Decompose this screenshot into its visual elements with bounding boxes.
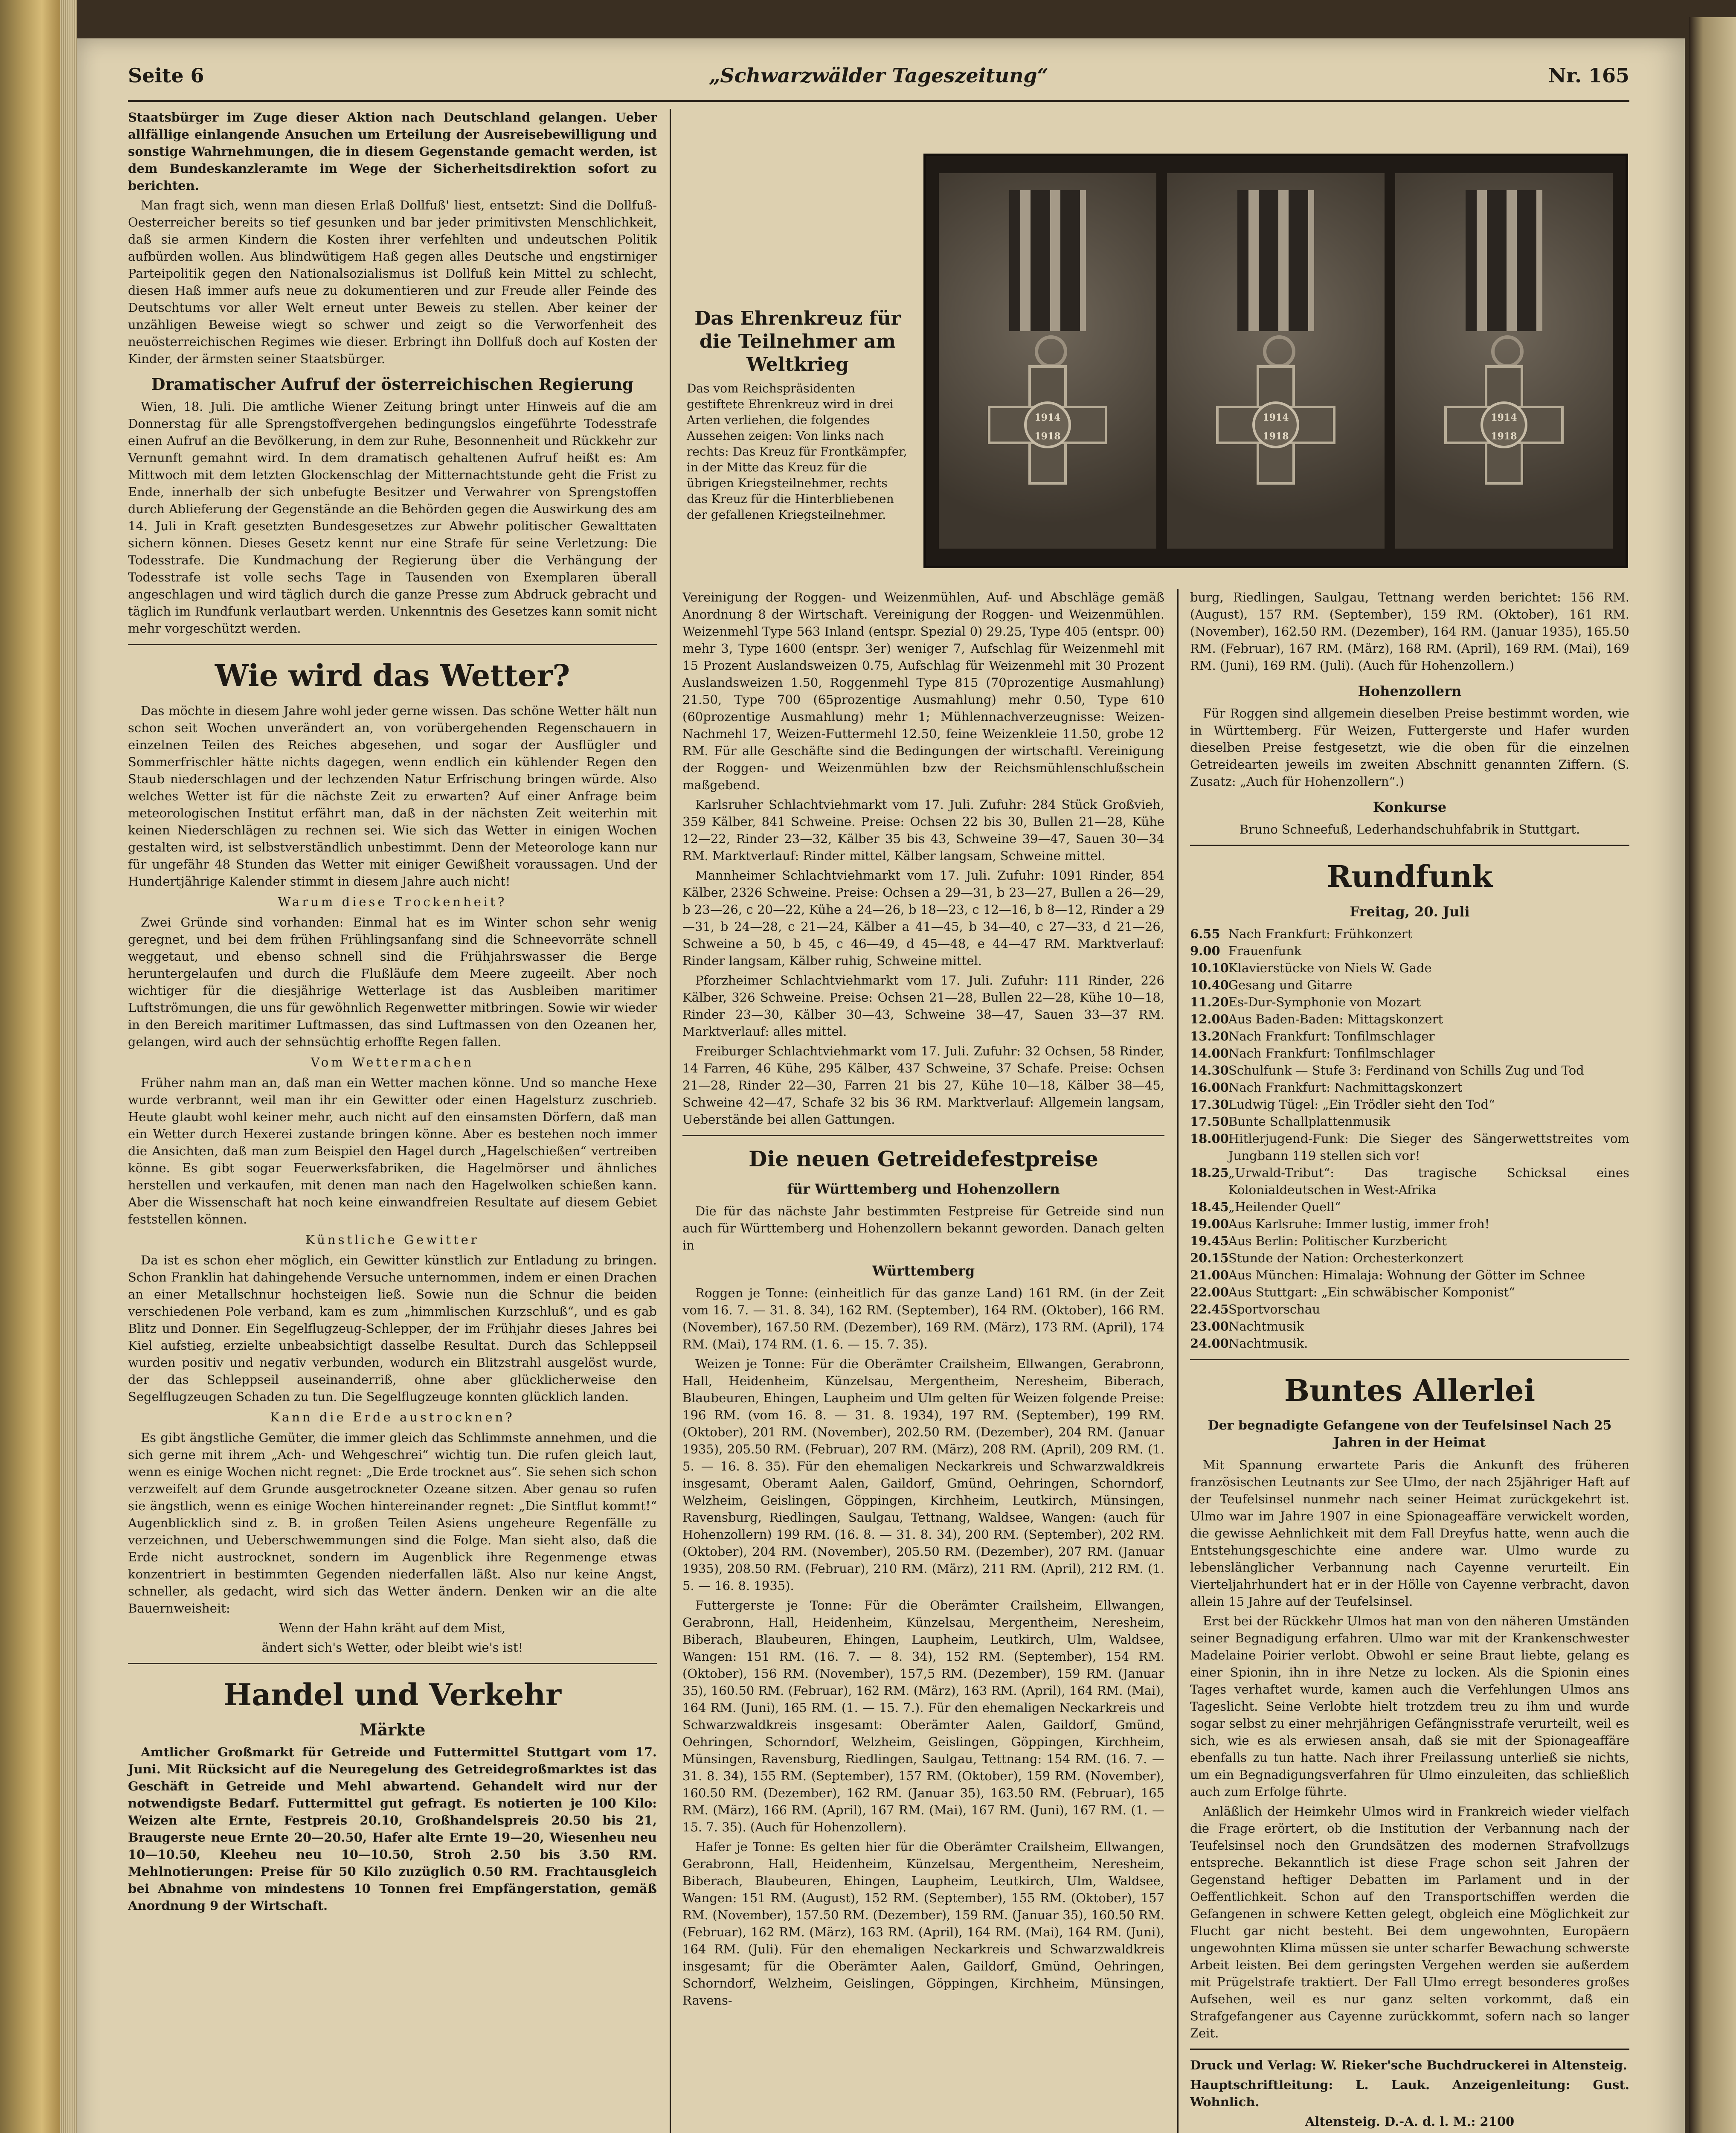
verse-line: ändert sich's Wetter, oder bleibt wie's ist! [261,1640,523,1655]
cross-icon [1444,365,1564,485]
photo-caption [687,307,909,523]
program-time: 18.00 [1190,1131,1229,1146]
program-title: Nach Frankfurt: Frühkonzert [1228,927,1413,941]
program-time: 20.15 [1190,1251,1229,1265]
program-row [1190,1335,1629,1352]
getreide-subhead: für Württemberg und Hohenzollern [787,1181,1060,1197]
section-rule [1190,845,1629,846]
section-rule [128,644,657,645]
gewitter-text: Da ist es schon eher möglich, ein Gewitter künstlich zur Entladung zu bringen. Schon Franklin hat dahingehende Versuche unternommen, indem er einen Drachen an einer Metallschnur hochsteigen ließ. Sowie nun die Schnur die beiden verschiedenen Pole verband, kam es zum „himmlischen Kurzschluß“, und es gab Blitz und Donner. Ein Segelflugzeug-Schlepper, der im Frühjahr dieses Jahres bei Kiel aufstieg, erzielte unbeabsichtigt dasselbe Resultat. Durch das Schleppseil wurden positiv und negativ verbunden, wodurch ein Blitzstrahl ausgelöst wurde, der das Schleppseil auseinanderriß, ohne aber glücklicherweise den Segelflugzeugen Schaden zu tun. Die Segelflugzeuge konnten glücklich landen. [128,1253,657,1404]
ring-icon [1035,335,1067,368]
market-text: Vereinigung der Roggen- und Weizenmühlen, Auf- und Abschläge gemäß Anordnung 8 der Wirtschaft. Vereinigung der Roggen- und Weizenmühlen. Weizenmehl Type 563 Inland (entspr. Spezial 0) 29.25, Type 405 (entspr. 00) mehr 3, Type 1600 (entspr. 3er) weniger 7, Aufschlag für Weizenmehl mit 15 Prozent Auslandsweizen 0.75, Aufschlag für Weizenmehl mit 30 Prozent Auslandsweizen 1.50, Roggenmehl Type 815 (70prozentige Ausmahlung) 21.50, Type 700 (65prozentige Ausmahlung) mehr 0.50, Type 610 (60prozentige Ausmahlung) mehr 1; Mühlennachverzeugnisse: Weizen-Nachmehl 17, Weizen-Futtermehl 12.50, feine Weizenkleie 11.50, grobe 12 RM. Für alle Geschäfte sind die Bedingungen der wirtschaftl. Vereinigung der Roggen- und Weizenmühlen bzw der Reichsmühlenschlußschein maßgebend. [682,590,1164,792]
program-time: 11.20 [1190,995,1229,1009]
program-title: „Heilender Quell“ [1228,1200,1341,1214]
program-time: 18.45 [1190,1200,1229,1214]
photo-caption-text: Das vom Reichspräsidenten gestiftete Ehrenkreuz wird in drei Arten verliehen, die folgendes Aussehen zeigen: Von links nach rechts: Das Kreuz für Frontkämpfer, in der Mitte das Kreuz für die übrigen Kriegsteilnehmer, rechts das Kreuz für die Hinterbliebenen der gefallenen Kriegsteilnehmer. [687,381,907,522]
program-title: Nach Frankfurt: Tonfilmschlager [1228,1046,1435,1061]
program-row [1190,959,1629,976]
program-title: Gesang und Gitarre [1228,978,1353,992]
aufruf-headline: Dramatischer Aufruf der österreichischen Regierung [151,375,634,394]
hohenzollern-subhead: Hohenzollern [1358,683,1462,699]
program-time: 13.20 [1190,1029,1229,1043]
ribbon-icon [1009,190,1086,331]
intro-paragraph: Man fragt sich, wenn man diesen Erlaß Dollfuß' liest, entsetzt: Sind die Dollfuß-Oesterreicher bereits so tief gesunken und bar jeder primitivsten Menschlichkeit, daß sie armen Kindern die Kosten ihrer verfehlten und undeutschen Politik aufbürden wollen. Aus blindwütigem Haß gegen alles Deutsche und engstirniger Parteipolitik gegen den Nationalsozialismus ist Dollfuß kein Mittel zu schlecht, diesen Haß immer aufs neue zu dokumentieren und zur Freude aller Feinde des Deutschtums vor aller Welt erneut unter Beweis zu stellen. Aber keiner der unzähligen Beweise wiegt so schwer und zeigt so die Verworfenheit des neuösterreichischen Regimes wie dieser. Erbringt ihn Dollfuß doch auf Kosten der Kinder, der ärmsten seiner Staatsbürger. [128,198,657,366]
getreide-intro: Die für das nächste Jahr bestimmten Festpreise für Getreide sind nun auch für Württemberg und Hohenzollern bekannt geworden. Danach gelten in [682,1204,1164,1252]
paper-name: „Schwarzwälder Tageszeitung“ [708,64,1049,87]
buntes-headline: Buntes Allerlei [1284,1373,1536,1408]
buntes-text: Anläßlich der Heimkehr Ulmos wird in Frankreich wieder vielfach die Frage erörtert, ob die Institution der Verbannung nach der Teufelsinsel noch den Grundsätzen des modernen Strafvollzugs entspreche. Bekanntlich ist diese Frage schon seit Jahren der Gegenstand heftiger Debatten im Parlament und in der Oeffentlichkeit. Schon auf den Transportschiffen werden die Gefangenen in schwere Ketten gelegt, obgleich eine Möglichkeit zur Flucht gar nicht besteht. Bei dem ungewohnten, Europäern ungewohnten Klima müssen sie unter scharfer Bewachung schwerste Arbeit leisten. Bei dem geringsten Vergehen werden sie außerdem mit Prügelstrafe traktiert. Der Fall Ulmo erregt besonderes großes Aufsehen, weil es nur ganz selten vorkommt, daß ein Strafgefangener aus Cayenne zurückkommt, sofern nach so langer Zeit. [1190,1804,1629,2040]
program-row [1190,1011,1629,1028]
program-time: 9.00 [1190,944,1220,958]
karlsruhe-market: Karlsruher Schlachtviehmarkt vom 17. Juli. Zufuhr: 284 Stück Großvieh, 359 Kälber, 841 Schweine. Preise: Ochsen 22 bis 30, Bullen 21—28, Kühe 12—22, Rinder 23—32, Kälber 35 bis 43, Schweine 39—47, Sauen 30—34 RM. Marktverlauf: Rinder mittel, Kälber langsam, Schweine mittel. [682,797,1164,863]
wuerttemberg-subhead: Württemberg [872,1263,975,1279]
cross-icon [988,365,1107,485]
program-time: 6.55 [1190,927,1220,941]
medal-inscription: 1914 1918 [1252,401,1299,448]
program-time: 10.40 [1190,978,1229,992]
maerkte-text: Amtlicher Großmarkt für Getreide und Futtermittel Stuttgart vom 17. Juni. Mit Rücksicht auf die Neuregelung des Getreidegroßmarktes ist das Geschäft in Getreide und Mehl abwartend. Gehandelt wird nur der notwendigste Bedarf. Futtermittel gut gefragt. Es notierten je 100 Kilo: Weizen alte Ernte, Festpreis 20.10, Großhandelspreis 20.50 bis 21, Braugerste neue Ernte 20—20.50, Hafer alte Ernte 19—20, Wiesenheu neu 10—10.50, Kleeheu neu 10—10.50, Stroh 2.50 bis 3.50 RM. Mehlnotierungen: Preise für 50 Kilo zuzüglich 0.50 RM. Frachtausgleich bei Abnahme von mindestens 10 Tonnen frei Empfängerstation, gemäß Anordnung 9 der Wirtschaft. [128,1745,657,1913]
intro-paragraph: Staatsbürger im Zuge dieser Aktion nach Deutschland gelangen. Ueber allfällige einlangende Ansuchen um Erteilung der Ausreisebewilligung und sonstige Wahrnehmungen, die in diesem Gegenstande gemacht werden, ist dem Bundeskanzleramte im Wege der Sicherheitsdirektion sofort zu berichten. [128,110,657,193]
program-title: Ludwig Tügel: „Ein Trödler sieht den Tod“ [1228,1097,1495,1112]
erde-subhead: Kann die Erde austrocknen? [270,1410,515,1424]
program-title: Aus Baden-Baden: Mittagskonzert [1228,1012,1443,1026]
erde-text: Es gibt ängstliche Gemüter, die immer gleich das Schlimmste annehmen, und die sich gerne mit ihrem „Ach- und Wehgeschrei“ wichtig tun. Die rufen gleich laut, wenn es einige Wochen nicht regnet: „Die Erde trocknet aus“. Sie sehen sich schon verzweifelt auf dem Grunde ausgetrockneter Ozeane sitzen. Aber genau so rufen sie ängstlich, wenn es einige Wochen hintereinander regnet: „Die Sintflut kommt!“ Augenblicklich sind z. B. in großen Teilen Asiens ungeheure Regenfälle zu verzeichnen, und Ueberschwemmungen sind die Folge. Man sieht also, daß die Erde nicht austrocknet, sondern im Augenblick ihre Regenmenge etwas konzentriert in bestimmten Gegenden niederfallen läßt. Also nur keine Angst, schneller, als gedacht, wird sich das Wetter ändern. Denken wir an die alte Bauernweisheit: [128,1430,657,1616]
program-row [1190,1318,1629,1335]
getreide-headline: Die neuen Getreidefestpreise [749,1146,1098,1171]
section-rule [1190,1359,1629,1360]
program-title: Aus Stuttgart: „Ein schwäbischer Komponist“ [1228,1285,1515,1299]
rundfunk-date: Freitag, 20. Juli [1350,904,1470,920]
hohenzollern-text: Für Roggen sind allgemein dieselben Preise bestimmt worden, wie in Württemberg. Für Weizen, Futtergerste und Hafer wurden dieselben Preise festgesetzt, wie die oben für die einzelnen Getreidearten jeweils im zweiten Abschnitt genannten Ziffern. (S. Zusatz: „Auch für Hohenzollern“.) [1190,706,1629,789]
weizen-prices: Weizen je Tonne: Für die Oberämter Crailsheim, Ellwangen, Gerabronn, Hall, Heidenheim, Künzelsau, Mergentheim, Neresheim, Biberach, Blaubeuren, Ehingen, Laupheim und Ulm gelten für Weizen folgende Preise: 196 RM. (vom 16. 8. — 31. 8. 1934), 197 RM. (September), 199 RM. (Oktober), 201 RM. (November), 202.50 RM. (Dezember), 204 RM. (Januar 1935), 205.50 RM. (Februar), 207 RM. (März), 208 RM. (April), 209 RM. (1. 5. — 16. 8. 35). Für den ehemaligen Neckarkreis und Schwarzwaldkreis insgesamt, Oberamt Aalen, Gaildorf, Gmünd, Oehringen, Schorndorf, Welzheim, Geislingen, Göppingen, Kirchheim, Leutkirch, Münsingen, Ravensburg, Riedlingen, Saulgau, Tettnang, Waldsee, Wangen: (auch für Hohenzollern) 199 RM. (16. 8. — 31. 8. 34), 200 RM. (September), 202 RM. (Oktober), 204 RM. (November), 205.50 RM. (Dezember), 207 RM. (Januar 1935), 208.50 RM. (Februar), 210 RM. (März), 211 RM. (April), 212 RM. (1. 5. — 16. 8. 1935). [682,1357,1164,1593]
buntes-text: Erst bei der Rückkehr Ulmos hat man von den näheren Umständen seiner Begnadigung erfahren. Ulmo war mit der Krankenschwester Madelaine Poirier verlobt. Obwohl er seine Braut liebte, gelang es einer Spionin, ihn in ihre Netze zu locken. Als die Spionin eines Tages verhaftet wurde, kamen auch die Verfehlungen Ulmos ans Tageslicht. Seine Verlobte hielt trotzdem treu zu ihm und wurde sogar selbst zu einer mehrjährigen Gefängnisstrafe verurteilt, weil es sich, wie es als erwiesen ansah, daß sie mit der Spionageaffäre ebenfalls zu tun hatte. Nach ihrer Freilassung unterließ sie nichts, um ein Begnadigungsverfahren für Ulmo einzuleiten, das schließlich auch zum Erfolge führte. [1190,1614,1629,1799]
program-row [1190,1232,1629,1250]
photo-caption-title: Das Ehrenkreuz für die Teilnehmer am Weltkrieg [694,308,901,375]
program-title: Nach Frankfurt: Nachmittagskonzert [1228,1080,1463,1095]
verse-line: Wenn der Hahn kräht auf dem Mist, [279,1621,506,1635]
imprint-line: Altensteig. D.-A. d. l. M.: 2100 [1305,2114,1515,2129]
program-row [1190,1028,1629,1045]
program-time: 19.00 [1190,1217,1229,1231]
program-row [1190,1164,1629,1198]
roggen-prices: Roggen je Tonne: (einheitlich für das ganze Land) 161 RM. (in der Zeit vom 16. 7. — 31. 8. 34), 162 RM. (September), 164 RM. (Oktober), 166 RM. (November), 167.50 RM. (Dezember), 169 RM. (März), 173 RM. (April), 174 RM. (Mai), 174 RM. (1. 6. — 15. 7. 35). [682,1286,1164,1351]
cross-icon [1216,365,1335,485]
program-title: Hitlerjugend-Funk: Die Sieger des Sängerwettstreites vom Jungbann 119 stellen sich vor! [1228,1131,1629,1163]
wetter-text: Das möchte in diesem Jahre wohl jeder gerne wissen. Das schöne Wetter hält nun schon seit Wochen unverändert an, von vorübergehenden Regenschauern in einzelnen Teilen des Reiches abgesehen, und sogar der Ausflügler und Sommerfrischler hätte nichts dagegen, wenn endlich ein kühlender Regen den Staub niederschlagen und der lechzenden Natur Erfrischung bringen würde. Also welches Wetter ist für die nächste Zeit zu erwarten? Auf einer Anfrage beim meteorologischen Institut erfährt man, daß in der nächsten Zeit weiterhin mit keinen Niederschlägen zu rechnen sei. Wie sich das Wetter in einigen Wochen gestalten wird, ist selbstverständlich unbestimmt. Denn der Meteorologe kann nur für ungefähr 48 Stunden das Wetter mit einiger Gewißheit voraussagen. Und der Hundertjährige Kalender stimmt in diesem Jahre auch nicht! [128,703,657,889]
imprint-line: Hauptschriftleitung: L. Lauk. Anzeigenleitung: Gust. Wohnlich. [1190,2078,1629,2109]
maerkte-subhead: Märkte [359,1720,426,1739]
wettermachen-subhead: Vom Wettermachen [311,1055,474,1069]
ribbon-icon [1237,190,1314,331]
program-title: Frauenfunk [1228,944,1302,958]
program-time: 17.30 [1190,1097,1229,1112]
freiburg-market: Freiburger Schlachtviehmarkt vom 17. Juli. Zufuhr: 32 Ochsen, 58 Rinder, 14 Farren, 46 Kühe, 295 Kälber, 437 Schweine, 37 Schafe. Preise: Ochsen 21—28, Rinder 22—30, Farren 21 bis 27, Kühe 10—18, Kälber 38—45, Schweine 42—47, Schafe 32 bis 36 RM. Marktverlauf: Allgemein langsam, Ueberstände bei allen Gattungen. [682,1044,1164,1127]
program-time: 14.30 [1190,1063,1229,1078]
pforzheim-market: Pforzheimer Schlachtviehmarkt vom 17. Juli. Zufuhr: 111 Rinder, 226 Kälber, 326 Schweine. Preise: Ochsen 21—28, Bullen 22—28, Kühe 10—18, Rinder 23—30, Kälber 30—43, Schweine 38—47, Sauen 33—37 RM. Marktverlauf: alles mittel. [682,973,1164,1039]
program-time: 21.00 [1190,1268,1229,1282]
program-row [1190,942,1629,959]
program-row [1190,1284,1629,1301]
program-time: 23.00 [1190,1319,1229,1334]
program-time: 22.00 [1190,1285,1229,1299]
buntes-text: Mit Spannung erwartete Paris die Ankunft des früheren französischen Leutnants zur See Ulmo, der nach 25jähriger Haft auf der Teufelsinsel nunmehr nach seiner Heimat zurückgekehrt ist. Ulmo war im Jahre 1907 in eine Spionageaffäre verwickelt worden, die gewisse Aehnlichkeit mit dem Fall Dreyfus hatte, wenn auch die Entstehungsgeschichte eine andere war. Ulmo wurde zu lebenslänglicher Verbannung nach Cayenne verurteilt. Ein Vierteljahrhundert hat er in der Hölle von Cayenne verbracht, davon allein 15 Jahre auf der Teufelsinsel. [1190,1458,1629,1609]
program-row [1190,1045,1629,1062]
medal-inscription: 1914 1918 [1024,401,1071,448]
aufruf-text: Wien, 18. Juli. Die amtliche Wiener Zeitung bringt unter Hinweis auf die am Donnerstag für alle Sprengstoffvergehen bedingungslos eingeführte Todesstrafe einen Aufruf an die Bevölkerung, in dem zur Ruhe, Besonnenheit und Rückkehr zur Vernunft gemahnt wird. In dem dramatisch gehaltenen Aufruf heißt es: Am Mittwoch mit dem letzten Glockenschlag der Mitternachtstunde geht die Frist zu Ende, innerhalb der sich unbefugte Besitzer und Verwahrer von Sprengstoffen durch Ablieferung der Gegenstände an die Behörden gegen die Auswirkung des am 14. Juli in Kraft gesetzten Bundesgesetzes zur Abwehr politischer Gewalttaten sichern können. Dieses Gesetz kennt nur eine Strafe für seine Verletzung: Die Todesstrafe. Die Kundmachung der Regierung über die Verhängung der Todesstrafe ist volle sechs Tage in Tausenden von Exemplaren überall angeschlagen und wird täglich durch die ganze Presse zum Abdruck gebracht und täglich im Rundfunk verlautbart werden. Unkenntnis des Gesetzes kann somit nicht mehr vorgeschützt werden. [128,399,657,636]
ribbon-icon [1466,190,1542,331]
trockenheit-subhead: Warum diese Trockenheit? [278,895,507,909]
wettermachen-text: Früher nahm man an, daß man ein Wetter machen könne. Und so manche Hexe wurde verbrannt, weil man ihr ein Gewitter oder einen Hagelsturz zuschrieb. Heute glaubt wohl keiner mehr, auch nicht auf den einsamsten Dörfern, daß man ein Wetter durch Hexerei zustande bringen könne. Aber es bestehen noch immer die Ansichten, daß man zum Beispiel den Hagel durch „Hagelschießen“ vertreiben könne. Es gibt sogar Feuerwerksfabriken, die Hagelmörser und ähnliches herstellen und verkaufen, mit denen man nach den Hagelwolken schießen kann. Aber die Wissenschaft hat noch keine einwandfreien Resultate auf diesem Gebiet feststellen können. [128,1075,657,1226]
program-title: Aus Karlsruhe: Immer lustig, immer froh! [1228,1217,1490,1231]
program-time: 16.00 [1190,1080,1229,1095]
masthead [128,64,1629,111]
program-title: Es-Dur-Symphonie von Mozart [1228,995,1421,1009]
handel-headline: Handel und Verkehr [223,1677,562,1712]
ring-icon [1491,335,1524,368]
program-time: 17.50 [1190,1114,1229,1129]
program-title: Bunte Schallplattenmusik [1228,1114,1391,1129]
page-edges [60,0,77,2133]
futtergerste-prices: Futtergerste je Tonne: Für die Oberämter Crailsheim, Ellwangen, Gerabronn, Hall, Heidenheim, Künzelsau, Mergentheim, Neresheim, Biberach, Blaubeuren, Ehingen, Laupheim, Leutkirch, Ulm, Waldsee, Wangen: 151 RM. (16. 7. — 8. 34), 152 RM. (September), 154 RM. (Oktober), 156 RM. (November), 157,5 RM. (Dezember), 159 RM. (Januar 35), 160.50 RM. (Februar), 162 RM. (März), 163 RM. (April), 164 RM. (Mai), 164 RM. (Juni), 165 RM. (1. — 15. 7.). Für den ehemaligen Neckarkreis und Schwarzwaldkreis insgesamt: Oberämter Aalen, Gaildorf, Gmünd, Oehringen, Schorndorf, Welzheim, Geislingen, Göppingen, Kirchheim, Münsingen, Ravensburg, Riedlingen, Saulgau, Tettnang: 154 RM. (16. 7. — 31. 8. 34), 155 RM. (September), 157 RM. (Oktober), 159 RM. (November), 160.50 RM. (Dezember), 162 RM. (Januar 35), 163.50 RM. (Februar), 165 RM. (März), 166 RM. (April), 167 RM. (Mai), 167 RM. (Juni), 167 RM. (1. — 15. 7. 35). (Auch für Hohenzollern). [682,1598,1164,1834]
column-1 [128,109,657,2133]
program-time: 18.25 [1190,1165,1229,1180]
program-title: Stunde der Nation: Orchesterkonzert [1228,1251,1463,1265]
program-title: Sportvorschau [1228,1302,1320,1316]
section-rule [1190,2049,1629,2050]
program-title: Klavierstücke von Niels W. Gade [1228,961,1432,975]
program-time: 19.45 [1190,1234,1229,1248]
program-title: Schulfunk — Stufe 3: Ferdinand von Schills Zug und Tod [1228,1063,1584,1078]
hafer-continued: burg, Riedlingen, Saulgau, Tettnang werden berichtet: 156 RM. (August), 157 RM. (September), 159 RM. (Oktober), 161 RM. (November), 162.50 RM. (Dezember), 164 RM. (Januar 1935), 165.50 RM. (Februar), 167 RM. (März), 168 RM. (April), 169 RM. (Mai), 169 RM. (Juni), 169 RM. (Juli). (Auch für Hohenzollern.) [1190,590,1629,673]
program-time: 12.00 [1190,1012,1229,1026]
program-time: 22.45 [1190,1302,1229,1316]
section-rule [128,1663,657,1664]
program-row [1190,1250,1629,1267]
masthead-rule [128,100,1629,102]
wetter-headline: Wie wird das Wetter? [215,658,570,693]
program-row [1190,1267,1629,1284]
trockenheit-text: Zwei Gründe sind vorhanden: Einmal hat es im Winter schon sehr wenig geregnet, und bei dem frühen Frühlingsanfang sind die Schneevorräte schnell weggetaut, und ebenso schnell sind die Frühjahrswasser die Berge heruntergelaufen und durch die Flußläufe dem Meere zugeeilt. Aber noch wichtiger für die diesjährige Wetterlage ist das Ausbleiben maritimer Luftströmungen, die uns für gewöhnlich Regenwetter mitbringen. Sowie wir wieder in den Bereich maritimer Luftmassen, das sind Luftmassen von den Ozeanen her, gelangen, wird auch der sehnsüchtig erhoffte Regen fallen. [128,915,657,1049]
program-row [1190,1079,1629,1096]
rundfunk-headline: Rundfunk [1327,859,1493,894]
program-title: „Urwald-Tribut“: Das tragische Schicksal eines Kolonialdeutschen in West-Afrika [1228,1165,1629,1197]
hafer-prices: Hafer je Tonne: Es gelten hier für die Oberämter Crailsheim, Ellwangen, Gerabronn, Hall, Heidenheim, Künzelsau, Mergentheim, Neresheim, Biberach, Blaubeuren, Ehingen, Laupheim, Leutkirch, Ulm, Waldsee, Wangen: 151 RM. (August), 152 RM. (September), 155 RM. (Oktober), 157 RM. (November), 157.50 RM. (Dezember), 159 RM. (Januar 35), 160.50 RM. (Februar), 162 RM. (März), 163 RM. (April), 164 RM. (Mai), 164 RM. (Juni), 164 RM. (Juli). Für den ehemaligen Neckarkreis und Schwarzwaldkreis insgesamt; für die Oberämter Aalen, Gaildorf, Gmünd, Oehringen, Schorndorf, Welzheim, Geislingen, Göppingen, Kirchheim, Münsingen, Ravens- [682,1839,1164,2008]
program-row [1190,925,1629,942]
ring-icon [1263,335,1295,368]
program-title: Nachtmusik. [1228,1336,1308,1351]
program-row [1190,976,1629,994]
mannheim-market: Mannheimer Schlachtviehmarkt vom 17. Juli. Zufuhr: 1091 Rinder, 854 Kälber, 2326 Schweine. Preise: Ochsen a 29—31, b 23—27, Bullen a 26—29, b 23—26, c 20—22, Kühe a 24—26, b 18—23, c 12—16, b 8—12, Rinder a 29—31, b 24—28, c 21—24, Kälber a 41—45, b 34—40, c 27—33, d 21—26, Schweine a 50, b 45, c 46—49, d 45—48, e 44—47 RM. Marktverlauf: Rinder langsam, Kälber ruhig, Schweine mittel. [682,868,1164,968]
book-binding [0,0,60,2133]
column-2 [682,589,1164,2133]
column-divider [1177,589,1179,2133]
medal-bereaved-image [1395,173,1613,549]
konkurse-subhead: Konkurse [1373,799,1447,815]
issue-number: Nr. 165 [1548,64,1629,87]
page-label: Seite 6 [128,64,204,87]
program-time: 24.00 [1190,1336,1229,1351]
column-3 [1190,589,1629,2133]
program-row [1190,1062,1629,1079]
program-time: 10.10 [1190,961,1229,975]
section-rule [682,1135,1164,1136]
program-time: 14.00 [1190,1046,1229,1061]
program-title: Nach Frankfurt: Tonfilmschlager [1228,1029,1435,1043]
gewitter-subhead: Künstliche Gewitter [305,1232,479,1247]
medal-inscription: 1914 1918 [1481,401,1527,448]
program-row [1190,1198,1629,1215]
column-divider [670,109,671,2133]
medal-participant-image [1167,173,1385,549]
program-row [1190,1113,1629,1130]
program-row [1190,994,1629,1011]
program-title: Aus Berlin: Politischer Kurzbericht [1228,1234,1447,1248]
program-title: Nachtmusik [1228,1319,1304,1334]
program-row [1190,1130,1629,1164]
medal-frontline-image [939,173,1156,549]
program-row [1190,1215,1629,1232]
imprint-line: Druck und Verlag: W. Rieker'sche Buchdruckerei in Altensteig. [1190,2058,1627,2072]
konkurse-text: Bruno Schneefuß, Lederhandschuhfabrik in Stuttgart. [1239,822,1580,837]
program-row [1190,1096,1629,1113]
buntes-subhead: Der begnadigte Gefangene von der Teufelsinsel Nach 25 Jahren in der Heimat [1208,1418,1612,1450]
radio-program-list [1190,925,1629,1352]
program-title: Aus München: Himalaja: Wohnung der Götter im Schnee [1228,1268,1585,1282]
adjacent-page-edge [1689,17,1736,2133]
medals-photo [923,154,1628,568]
program-row [1190,1301,1629,1318]
